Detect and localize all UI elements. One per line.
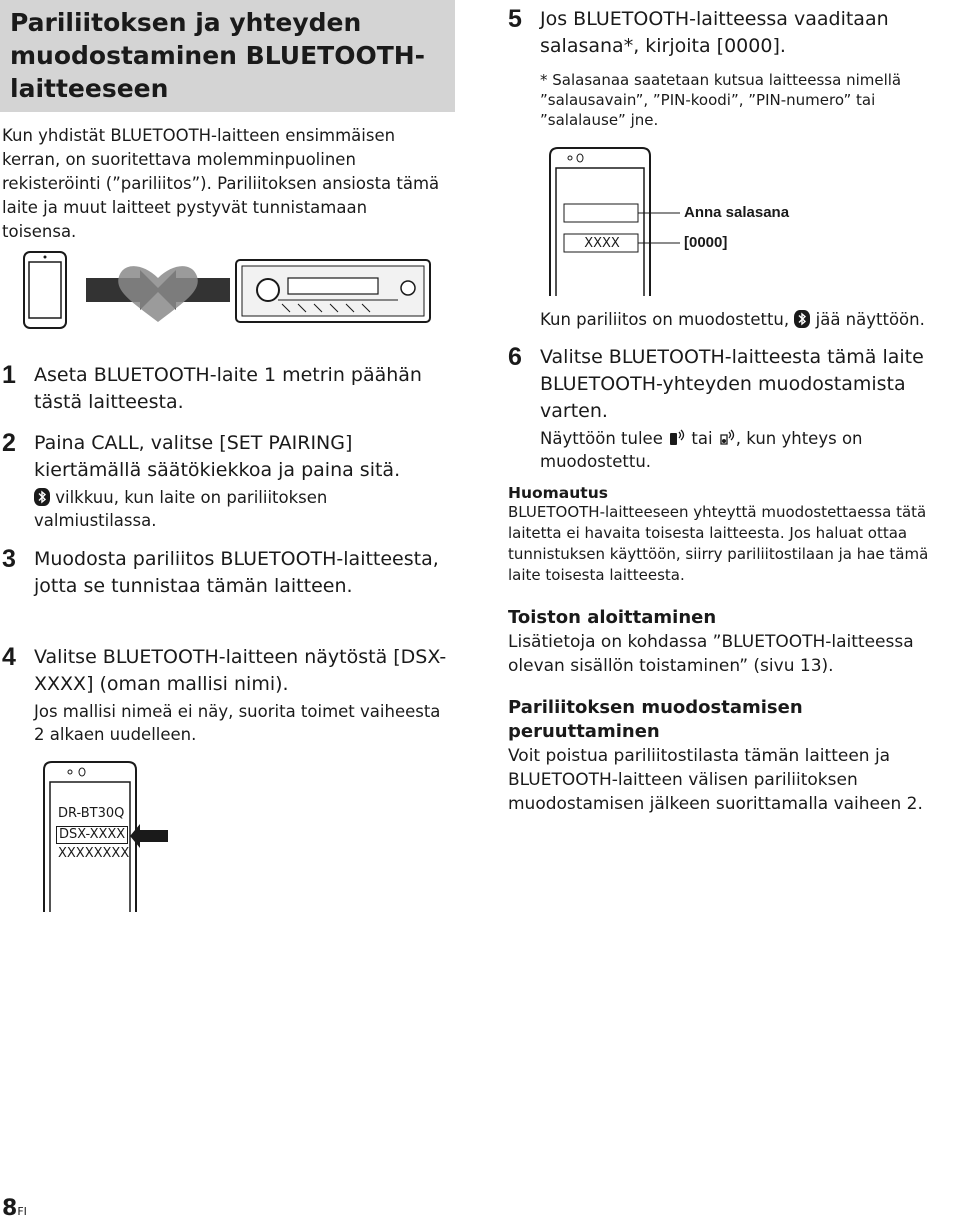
step-text: Aseta BLUETOOTH-laite 1 metrin päähän tästä laitteesta. xyxy=(34,364,422,413)
audio-connected-icon xyxy=(718,429,736,447)
section-heading: Toiston aloittaminen xyxy=(508,607,717,628)
step-number: 4 xyxy=(2,643,16,671)
playback-section xyxy=(508,606,958,678)
car-stereo-icon xyxy=(236,260,430,322)
step-6 xyxy=(508,344,948,473)
paired-text-b: jää näyttöön. xyxy=(815,310,925,329)
passkey-value: [0000] xyxy=(684,234,728,251)
pairing-illustration xyxy=(20,250,440,330)
intro-text: Kun yhdistät BLUETOOTH-laitteen ensimmäisen kerran, on suoritettava molemminpuolinen rekisteröinti (”pariliitos”). Pariliitoksen ansiosta tämä laite ja muut laitteet pystyvät tunnistamaan toisensa. xyxy=(2,126,440,241)
page-title: Pariliitoksen ja yhteyden muodostaminen BLUETOOTH-laitteeseen xyxy=(10,8,426,103)
step-4 xyxy=(2,644,452,746)
step-number: 3 xyxy=(2,545,16,573)
device-item[interactable]: XXXXXXXX xyxy=(58,846,130,861)
step-2 xyxy=(2,430,452,532)
phone-connected-icon xyxy=(668,429,686,447)
section-body: Voit poistua pariliitostilasta tämän laitteen ja BLUETOOTH-laitteen välisen pariliitoksen muodostamisen jälkeen suorittamalla vaiheen 2. xyxy=(508,746,923,814)
phone-passkey xyxy=(546,146,806,296)
pairing-heart-icon xyxy=(86,266,230,322)
title-box xyxy=(0,0,455,112)
step-text: Muodosta pariliitos BLUETOOTH-laitteesta, jotta se tunnistaa tämän laitteen. xyxy=(34,548,439,597)
page-number xyxy=(2,1196,27,1221)
note xyxy=(508,484,958,586)
step-text: Valitse BLUETOOTH-laitteesta tämä laite BLUETOOTH-yhteyden muodostamista varten. xyxy=(540,346,924,422)
step-sub-a: Näyttöön tulee xyxy=(540,429,663,448)
cancel-section xyxy=(508,696,958,816)
step-number: 2 xyxy=(2,429,16,457)
step-text: Jos BLUETOOTH-laitteessa vaaditaan salasana*, kirjoita [0000]. xyxy=(540,8,889,57)
section-heading: Pariliitoksen muodostamisen peruuttaminen xyxy=(508,697,803,742)
paired-text xyxy=(540,308,960,331)
step-number: 5 xyxy=(508,5,522,33)
page-num: 8 xyxy=(2,1196,18,1221)
note-body: BLUETOOTH-laitteeseen yhteyttä muodostettaessa tätä laitetta ei havaita toisesta laitteesta. Jos haluat ottaa tunnistuksen käyttöön, siirry pariliitostilaan ja hae tämä laite toisesta laitteesta. xyxy=(508,503,929,584)
phone-device-list xyxy=(40,760,170,912)
bluetooth-icon xyxy=(34,488,50,506)
section-body: Lisätietoja on kohdassa ”BLUETOOTH-laitteessa olevan sisällön toistaminen” (sivu 13). xyxy=(508,632,914,676)
step-sub-b: tai xyxy=(691,429,713,448)
step-3 xyxy=(2,546,452,600)
step-sub-text: vilkkuu, kun laite on pariliitoksen valmiustilassa. xyxy=(34,488,328,530)
footnote: * Salasanaa saatetaan kutsua laitteessa nimellä ”salausavain”, ”PIN-koodi”, ”PIN-numero” tai ”salalause” jne. xyxy=(540,71,902,129)
step-5 xyxy=(508,6,958,60)
step-sub xyxy=(540,427,948,473)
passkey-label: Anna salasana xyxy=(684,204,790,221)
passkey-field[interactable]: XXXX xyxy=(584,236,620,251)
page-lang: FI xyxy=(17,1205,27,1218)
step-text: Paina CALL, valitse [SET PAIRING] kiertämällä säätökiekkoa ja paina sitä. xyxy=(34,432,401,481)
step-sub: Jos mallisi nimeä ei näy, suorita toimet vaiheesta 2 alkaen uudelleen. xyxy=(34,702,441,744)
step-sub xyxy=(34,486,452,532)
step-number: 1 xyxy=(2,361,16,389)
phone-icon xyxy=(24,252,66,328)
device-item[interactable]: DR-BT30Q xyxy=(58,806,125,821)
note-heading: Huomautus xyxy=(508,484,608,502)
paired-text-a: Kun pariliitos on muodostettu, xyxy=(540,310,790,329)
step-1 xyxy=(2,362,452,416)
step-text: Valitse BLUETOOTH-laitteen näytöstä [DSX-XXXX] (oman mallisi nimi). xyxy=(34,646,447,695)
bluetooth-icon xyxy=(794,310,810,328)
step-number: 6 xyxy=(508,343,522,371)
phone-outline xyxy=(546,146,806,296)
step-sub-c: , kun yhteys on muodostettu. xyxy=(540,429,863,471)
device-item-selected[interactable]: DSX-XXXX xyxy=(56,826,128,844)
